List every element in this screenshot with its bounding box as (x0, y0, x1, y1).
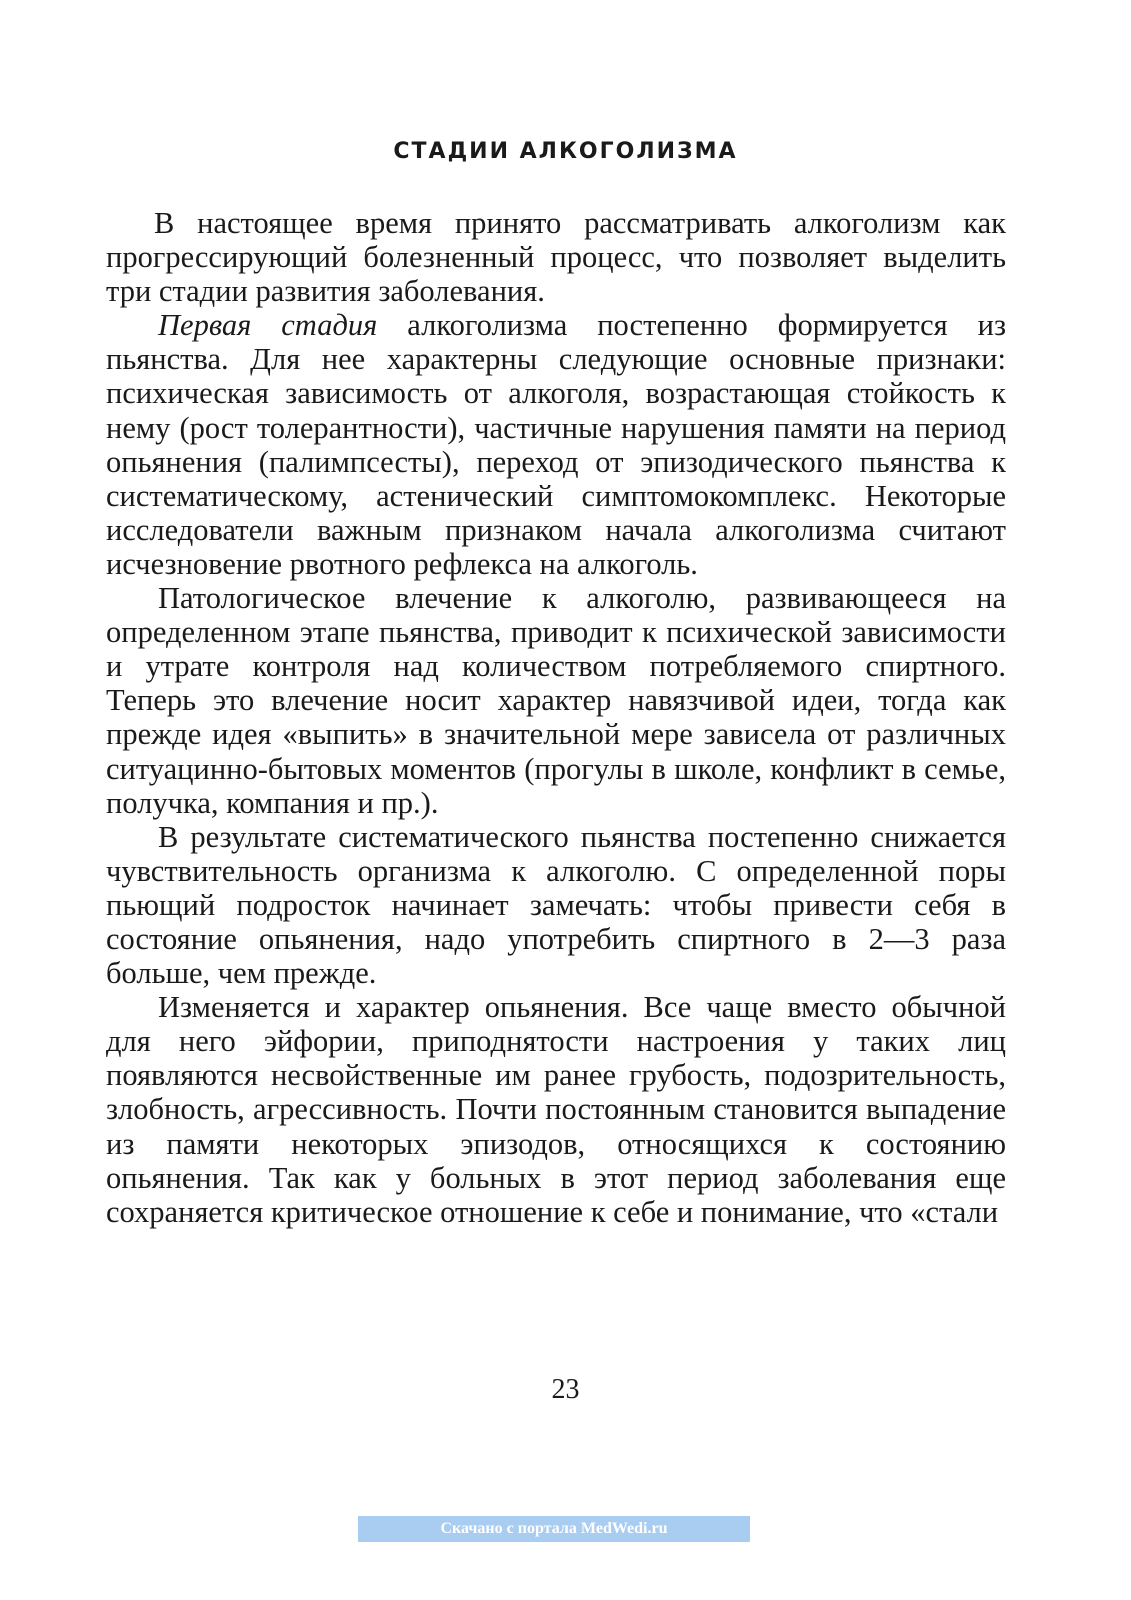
paragraph-intoxication: Изменяется и характер опьянения. Все чаще вместо обычной для него эйфории, приподнятости настроения у таких лиц появляются несвойственные им ранее грубость, подозрительность, злобность, агрессивность. Почти постоянным становится выпадение из памяти некоторых эпизодов, относящихся к состоянию опьянения. Так как у больных в этот период заболевания еще сохраняется критическое отношение к себе и понимание, что «стали (106, 990, 1006, 1229)
first-stage-term: Первая стадия (158, 308, 378, 343)
paragraph-intro: В настоящее время принято рассматривать алкоголизм как прогрессирующий болезненный процесс, что позволяет выделить три стадии развития заболевания. (106, 206, 1006, 309)
body-text (106, 206, 1006, 1229)
first-stage-text: алкоголизма постепенно формируется из пьянства. Для нее характерны следующие основные признаки: психическая зависимость от алкоголя, возрастающая стойкость к нему (рост толерантности), частичные нарушения памяти на период опьянения (палимпсесты), переход от эпизодического пьянства к систематическому, астенический симптомокомплекс. Некоторые исследователи важным признаком начала алкоголизма считают исчезновение рвотного рефлекса на алкоголь. (106, 308, 1006, 581)
section-title: СТАДИИ АЛКОГОЛИЗМА (393, 139, 738, 164)
page-number: 23 (551, 1374, 580, 1405)
paragraph-craving: Патологическое влечение к алкоголю, развивающееся на определенном этапе пьянства, приводит к психической зависимости и утрате контроля над количеством потребляемого спиртного. Теперь это влечение носит характер навязчивой идеи, тогда как прежде идея «выпить» в значительной мере зависела от различных ситуацинно-бытовых моментов (прогулы в школе, конфликт в семье, получка, компания и пр.). (106, 581, 1006, 820)
paragraph-first-stage (106, 308, 1006, 581)
watermark-banner: Скачано с портала MedWedi.ru (358, 1516, 750, 1542)
paragraph-tolerance: В результате систематического пьянства постепенно снижается чувствительность организма к алкоголю. С определенной поры пьющий подросток начинает замечать: чтобы привести себя в состояние опьянения, надо употребить спиртного в 2—3 раза больше, чем прежде. (106, 819, 1006, 991)
